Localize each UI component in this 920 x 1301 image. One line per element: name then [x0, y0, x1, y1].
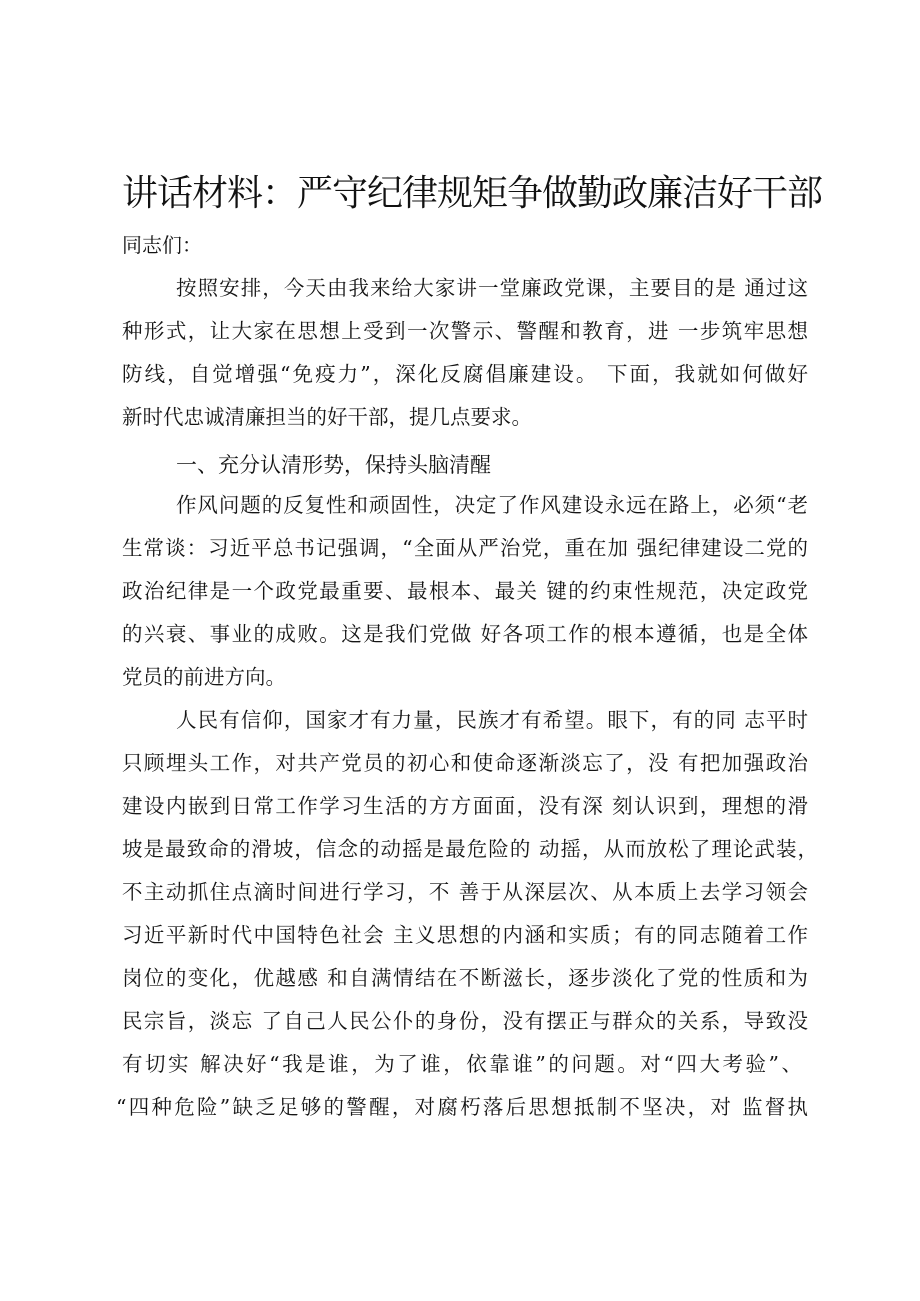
document-title: 讲话材料：严守纪律规矩争做勤政廉洁好干部	[122, 173, 823, 214]
paragraph-3-line-9: 有切实 解决好“我是谁，为了谁，依靠谁”的问题。对“四大考验”、	[122, 1052, 802, 1076]
paragraph-1-line-2: 种形式，让大家在思想上受到一次警示、警醒和教育，进 一步筑牢思想	[122, 319, 808, 343]
paragraph-3-line-4: 坡是最致命的滑坡，信念的动摇是最危险的 动摇，从而放松了理论武装，	[122, 837, 818, 861]
paragraph-3-line-10: “四种危险”缺乏足够的警醒，对腐朽落后思想抵制不坚决，对 监督执	[116, 1095, 808, 1119]
paragraph-3-line-1: 人民有信仰，国家才有力量，民族才有希望。眼下，有的同 志平时	[176, 708, 808, 732]
paragraph-3-line-7: 岗位的变化，优越感 和自满情结在不断滋长，逐步淡化了党的性质和为	[122, 966, 808, 990]
paragraph-2-line-2: 生常谈：习近平总书记强调，“全面从严治党，重在加 强纪律建设二党的	[122, 536, 808, 560]
paragraph-2-line-3: 政治纪律是一个政党最重要、最根本、最关 键的约束性规范，决定政党	[122, 579, 808, 603]
paragraph-3-line-5: 不主动抓住点滴时间进行学习，不 善于从深层次、从本质上去学习领会	[122, 880, 808, 904]
paragraph-2-line-1: 作风问题的反复性和顽固性，决定了作风建设永远在路上，必须“老	[176, 493, 808, 517]
paragraph-2-line-4: 的兴衰、事业的成败。这是我们党做 好各项工作的根本遵循，也是全体	[122, 622, 808, 646]
paragraph-3-line-3: 建设内嵌到日常工作学习生活的方方面面，没有深 刻认识到，理想的滑	[122, 794, 808, 818]
paragraph-3-line-6: 习近平新时代中国特色社会 主义思想的内涵和实质；有的同志随着工作	[122, 923, 808, 947]
paragraph-1-line-3: 防线，自觉增强“免疫力”，深化反腐倡廉建设。 下面，我就如何做好	[122, 362, 808, 386]
paragraph-1-line-4: 新时代忠诚清廉担当的好干部，提几点要求。	[122, 405, 532, 429]
salutation: 同志们：	[122, 233, 202, 257]
paragraph-3-line-8: 民宗旨，淡忘 了自己人民公仆的身份，没有摆正与群众的关系，导致没	[122, 1009, 808, 1033]
section-heading: 一、充分认清形势，保持头脑清醒	[176, 453, 491, 477]
paragraph-1-line-1: 按照安排，今天由我来给大家讲一堂廉政党课，主要目的是 通过这	[176, 276, 808, 300]
paragraph-3-line-2: 只顾埋头工作，对共产党员的初心和使命逐渐淡忘了，没 有把加强政治	[122, 751, 808, 775]
paragraph-2-line-5: 党员的前进方向。	[122, 665, 286, 689]
